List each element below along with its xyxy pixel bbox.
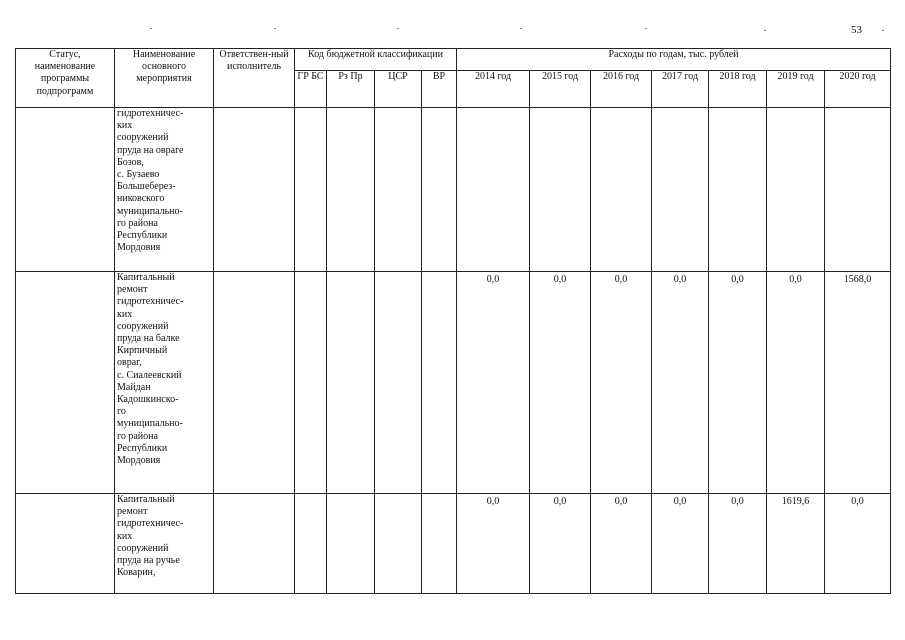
value-cell: 0,0 (457, 272, 530, 494)
header-expenses: Расходы по годам, тыс. рублей (457, 49, 891, 71)
header-activity: Наименование основного мероприятия (115, 49, 214, 108)
code-cell (422, 272, 457, 494)
executor-cell (214, 272, 295, 494)
budget-table (15, 48, 891, 594)
value-cell (709, 108, 767, 272)
header-year-2016: 2016 год (591, 71, 652, 108)
value-cell: 0,0 (825, 494, 891, 594)
status-cell (16, 494, 115, 594)
value-cell (457, 108, 530, 272)
value-cell (652, 108, 709, 272)
executor-cell (214, 494, 295, 594)
header-budget-code: Код бюджетной классификации (295, 49, 457, 71)
value-cell: 0,0 (530, 494, 591, 594)
value-cell: 0,0 (591, 494, 652, 594)
code-cell (327, 272, 375, 494)
header-code-grbs: ГР БС (295, 71, 327, 108)
code-cell (327, 108, 375, 272)
code-cell (422, 108, 457, 272)
header-code-rzpr: Рз Пр (327, 71, 375, 108)
code-cell (327, 494, 375, 594)
executor-cell (214, 108, 295, 272)
page-number: 53 (851, 24, 862, 36)
header-status: Статус, наименование программы подпрограмм (16, 49, 115, 108)
code-cell (422, 494, 457, 594)
value-cell: 0,0 (457, 494, 530, 594)
value-cell: 1568,0 (825, 272, 891, 494)
value-cell: 0,0 (767, 272, 825, 494)
header-code-csr: ЦСР (375, 71, 422, 108)
value-cell (825, 108, 891, 272)
code-cell (295, 494, 327, 594)
table-row (16, 272, 891, 494)
code-cell (375, 108, 422, 272)
value-cell: 0,0 (652, 272, 709, 494)
header-year-2017: 2017 год (652, 71, 709, 108)
table-row (16, 108, 891, 272)
header-row-1 (16, 49, 891, 71)
value-cell: 0,0 (709, 494, 767, 594)
value-cell: 0,0 (652, 494, 709, 594)
header-year-2014: 2014 год (457, 71, 530, 108)
value-cell: 0,0 (709, 272, 767, 494)
header-executor: Ответствен-ный исполнитель (214, 49, 295, 108)
value-cell: 0,0 (530, 272, 591, 494)
header-year-2019: 2019 год (767, 71, 825, 108)
status-cell (16, 108, 115, 272)
value-cell (591, 108, 652, 272)
activity-cell: гидротехничес- ких сооружений пруда на овраге Бозов, с. Бузаево Большеберез- никовского муниципально- го района Республики Мордовия (115, 108, 214, 272)
activity-cell: Капитальный ремонт гидротехничес- ких сооружений пруда на балке Кирпичный овраг, с. Сиалеевский Майдан Кадошкинско- го муниципально- го района Республики Мордовия (115, 272, 214, 494)
value-cell: 0,0 (591, 272, 652, 494)
header-year-2018: 2018 год (709, 71, 767, 108)
code-cell (295, 108, 327, 272)
code-cell (375, 272, 422, 494)
table-row (16, 494, 891, 594)
code-cell (375, 494, 422, 594)
status-cell (16, 272, 115, 494)
code-cell (295, 272, 327, 494)
activity-cell: Капитальный ремонт гидротехничес- ких сооружений пруда на ручье Коварин, (115, 494, 214, 594)
header-year-2020: 2020 год (825, 71, 891, 108)
header-year-2015: 2015 год (530, 71, 591, 108)
header-code-vr: ВР (422, 71, 457, 108)
value-cell: 1619,6 (767, 494, 825, 594)
value-cell (767, 108, 825, 272)
value-cell (530, 108, 591, 272)
